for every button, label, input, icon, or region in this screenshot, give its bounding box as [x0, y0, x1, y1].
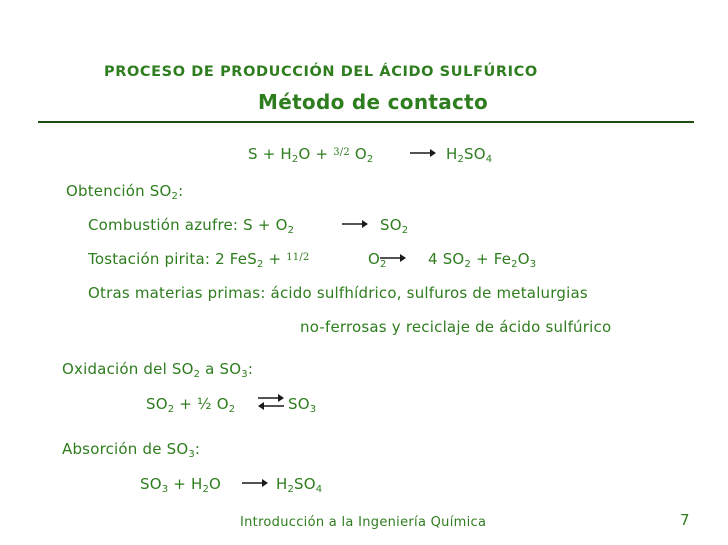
reaction-arrow-icon [242, 478, 268, 488]
tostacion-reaction-right: 4 $SO_2 + Fe_2O_3$ [428, 250, 537, 270]
section-heading-oxidacion: Oxidación del $SO_2$ a $SO_3$: [62, 360, 254, 380]
overall-reaction-left: $S + H_2O + ^{3/2}$ $O_2$ [248, 145, 374, 165]
reaction-arrow-icon [342, 219, 368, 229]
section-heading-obtencion: Obtención $SO_2$: [66, 182, 184, 202]
fraction-eleven-halves: 11/2 [286, 252, 310, 263]
absorcion-reaction-right: $H_2SO_4$ [276, 475, 323, 495]
combustion-reaction-left: Combustión azufre: $S + O_2$ [88, 216, 295, 236]
title-divider [38, 121, 694, 123]
otras-materias-line-2: no-ferrosas y reciclaje de ácido sulfúrico [300, 318, 612, 336]
reaction-arrow-icon [410, 148, 436, 158]
otras-materias-line-1: Otras materias primas: ácido sulfhídrico, sulfuros de metalurgias [88, 284, 588, 302]
absorcion-reaction-left: $SO_3 + H_2O$ [140, 475, 222, 495]
footer-course-title: Introducción a la Ingeniería Química [240, 515, 487, 530]
slide-subtitle: Método de contacto [258, 90, 489, 114]
tostacion-oxygen: $O_2$ [368, 250, 387, 270]
oxidacion-reaction-left: $SO_2$ + ½ $O_2$ [146, 395, 236, 415]
equilibrium-arrow-icon [258, 394, 284, 410]
section-heading-absorcion: Absorción de $SO_3$: [62, 440, 201, 460]
oxidacion-reaction-right: $SO_3$ [288, 395, 317, 415]
reaction-arrow-icon [380, 253, 406, 263]
overall-reaction-right: $H_2SO_4$ [446, 145, 493, 165]
tostacion-reaction-left: Tostación pirita: 2 FeS$_2$ + $^{11/2}$ [88, 250, 310, 270]
combustion-reaction-right: $SO_2$ [380, 216, 409, 236]
page-number: 7 [680, 511, 690, 529]
slide-title: PROCESO DE PRODUCCIÓN DEL ÁCIDO SULFÚRICO [104, 64, 538, 80]
fraction-three-halves: 3/2 [333, 147, 350, 158]
